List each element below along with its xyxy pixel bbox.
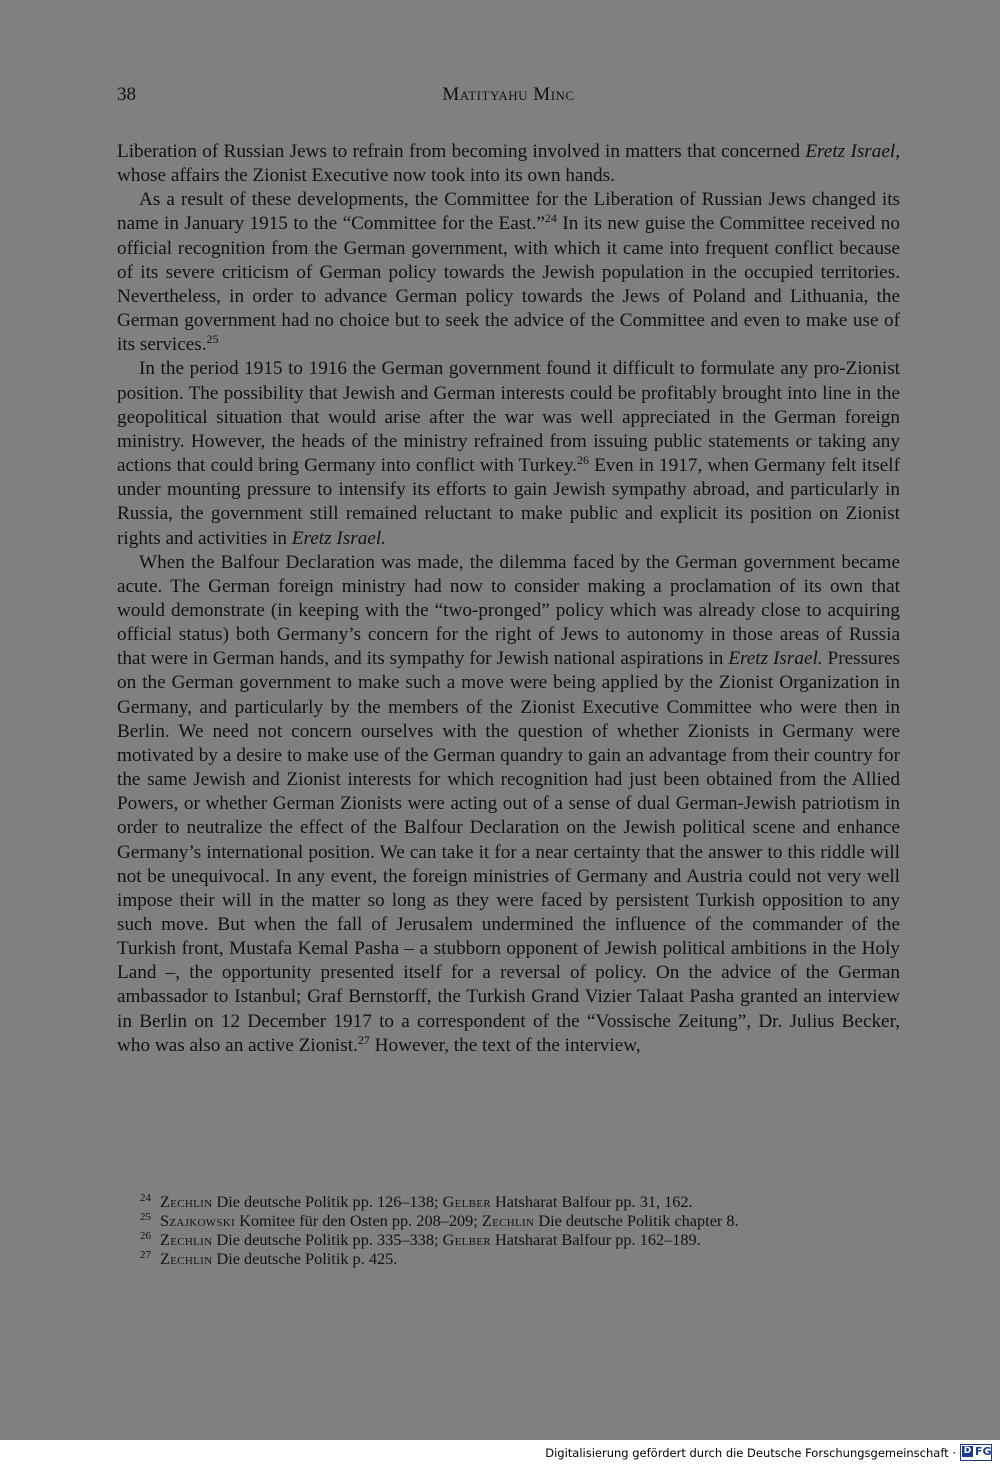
author-name: Szajkowski xyxy=(160,1211,235,1230)
dfg-credit xyxy=(545,1444,992,1461)
digitization-footer xyxy=(0,1440,1000,1464)
author-name: Zechlin xyxy=(481,1211,535,1230)
italic-term: Eretz Israel. xyxy=(728,648,823,670)
footnote-24: 24 Zechlin Die deutsche Politik pp. 126–138; Gelber Hatsharat Balfour pp. 31, 162. xyxy=(140,1192,693,1211)
footnote-27: 27 Zechlin Die deutsche Politik p. 425. xyxy=(140,1249,398,1268)
author-name: Gelber xyxy=(442,1230,491,1249)
author-name: Zechlin xyxy=(160,1230,213,1249)
paragraph-4: When the Balfour Declaration was made, the dilemma faced by the German government became acute. The German foreign ministry had now to consider making a proclamation of its own that would demonstrate (in keeping with the “two-pronged” policy which was already close to acquiring official status) both Germany’s concern for the right of Jews to autonomy in those areas of Russia that were in German hands, and its sympathy for Jewish national aspirations in Eretz Israel. Pressures on the German government to make such a move were being applied by the Zionist Organization in Germany, and particularly by the members of the Zionist Executive Committee who were then in Berlin. We need not concern ourselves with the question of whether Zionists in Germany were motivated by a desire to make use of the German quandry to gain an advantage from their country for the same Jewish and Zionist interests for which recognition had just been obtained from the Allied Powers, or whether German Zionists were acting out of a sense of dual German-Jewish patriotism in order to neutralize the effect of the Balfour Declaration on the Jewish political scene and enhance Germany’s international position. We can take it for a near certainty that the answer to this riddle will not be unequivocal. In any event, the foreign ministries of Germany and Austria could not very well impose their will in the matter so long as they were faced by persistent Turkish opposition to any such move. But when the fall of Jerusalem undermined the influence of the commander of the Turkish front, Mustafa Kemal Pasha – a stubborn opponent of Jewish political ambitions in the Holy Land –, the opportunity presented itself for a reversal of policy. On the advice of the German ambassador to Istanbul; Graf Bernstorff, the Turkish Grand Vizier Talaat Pasha granted an interview in Berlin on 12 December 1917 to a correspondent of the “Vossische Zeitung”, Dr. Julius Becker, who was also an active Zionist.$^{27}$ However, the text of the interview, xyxy=(117,551,900,1056)
italic-term: Eretz Israel, xyxy=(805,141,901,162)
paragraph-1: Liberation of Russian Jews to refrain from becoming involved in matters that concerned Eretz Israel, whose affairs the Zionist Executive now took into its own hands. xyxy=(117,141,901,187)
dfg-logo-icon: D FG xyxy=(960,1444,992,1461)
footnotes xyxy=(140,1192,900,1268)
footnote-25: 25 Szajkowski Komitee für den Osten pp. 208–209; Zechlin Die deutsche Politik chapter 8. xyxy=(140,1211,739,1230)
italic-term: Eretz Israel. xyxy=(291,527,386,549)
footnote-ref[interactable]: 25 xyxy=(206,332,219,347)
author-name: Zechlin xyxy=(160,1249,213,1268)
author-name: Gelber xyxy=(442,1192,491,1211)
body-text xyxy=(117,140,900,1058)
page-number: 38 xyxy=(117,84,136,105)
footnote-ref[interactable]: 24 xyxy=(544,211,557,226)
paragraph-3: In the period 1915 to 1916 the German government found it difficult to formulate any pro-Zionist position. The possibility that Jewish and German interests could be profitably brought into line in the geopolitical situation that would arise after the war was well appreciated in the German foreign ministry. However, the heads of the ministry refrained from issuing public statements or taking any actions that could bring Germany into conflict with Turkey.$^{26}$ Even in 1917, when Germany felt itself under mounting pressure to intensify its efforts to gain Jewish sympathy abroad, and particularly in Russia, the government still remained reluctant to make public and explicit its position on Zionist rights and activities in Eretz Israel. xyxy=(117,358,900,549)
paragraph-2: As a result of these developments, the Committee for the Liberation of Russian Jews changed its name in January 1915 to the “Committee for the East.”$^{24}$ In its new guise the Committee received no official recognition from the German government, with which it came into frequent conflict because of its severe criticism of German policy towards the Jewish population in the occupied territories. Nevertheless, in order to advance German policy towards the Jews of Poland and Lithuania, the German government had no choice but to seek the advice of the Committee and even to make use of its services.$^{25}$ xyxy=(117,189,900,356)
footnote-26: 26 Zechlin Die deutsche Politik pp. 335–338; Gelber Hatsharat Balfour pp. 162–189. xyxy=(140,1230,701,1249)
credit-text: Digitalisierung gefördert durch die Deutsche Forschungsgemeinschaft · xyxy=(545,1445,956,1460)
running-head xyxy=(117,84,900,114)
author-name: Zechlin xyxy=(160,1192,213,1211)
footnote-ref[interactable]: 27 xyxy=(357,1032,370,1047)
footnote-ref[interactable]: 26 xyxy=(576,453,589,468)
running-head-author: Matityahu Minc xyxy=(442,84,575,105)
